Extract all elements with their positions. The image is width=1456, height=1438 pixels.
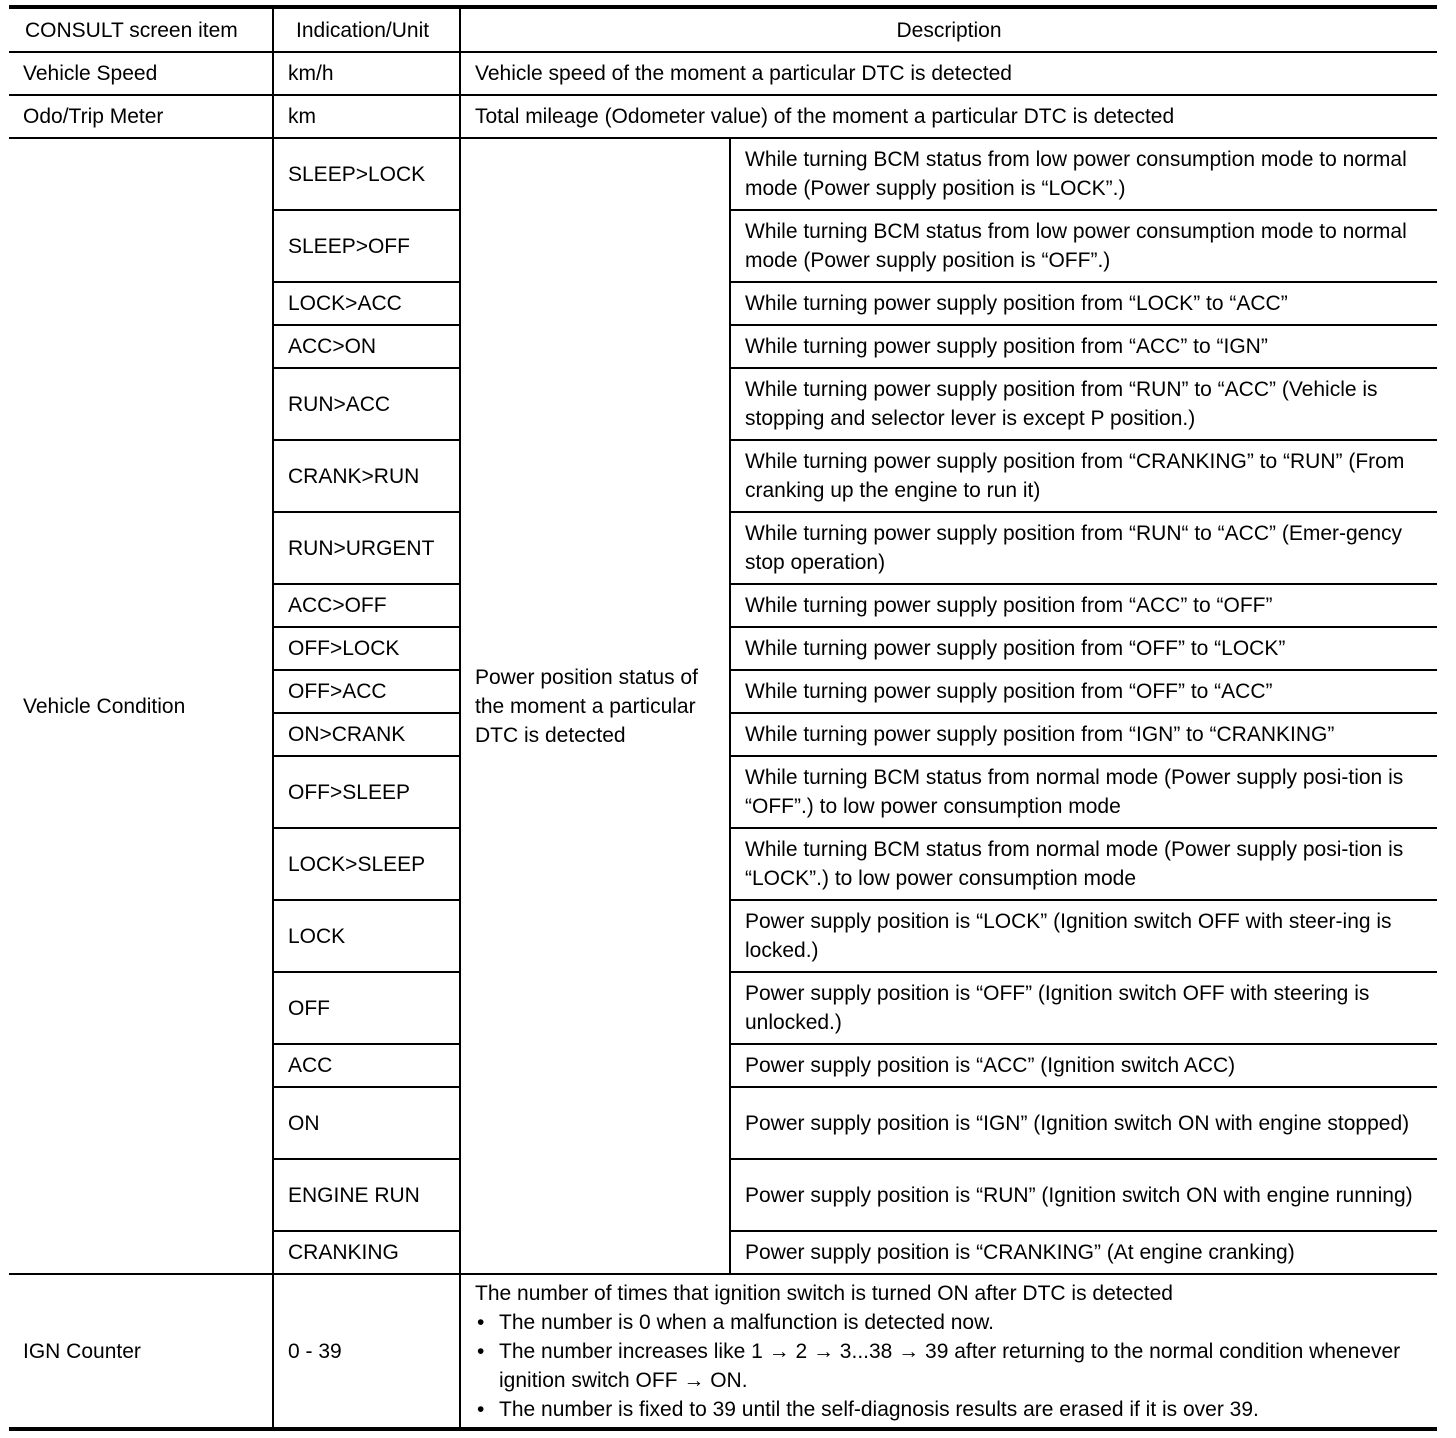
- unit-cell: OFF>LOCK: [273, 627, 460, 670]
- unit-cell: SLEEP>OFF: [273, 210, 460, 282]
- vehicle-condition-item-cell: Vehicle Condition: [9, 138, 273, 1274]
- unit-cell: RUN>URGENT: [273, 512, 460, 584]
- table-row: [9, 1274, 1437, 1429]
- unit-cell: LOCK>ACC: [273, 282, 460, 325]
- list-item: • The number increases like 1 → 2 → 3...38 → 39 after returning to the normal condition whenever ignition switch OFF → ON.: [475, 1337, 1423, 1395]
- item-cell: IGN Counter: [9, 1274, 273, 1429]
- description-cell: Power supply position is “ACC” (Ignition switch ACC): [730, 1044, 1437, 1087]
- unit-cell: km: [273, 95, 460, 138]
- ign-counter-description: [460, 1274, 1437, 1429]
- description-cell: While turning power supply position from “CRANKING” to “RUN” (From cranking up the engine to run it): [730, 440, 1437, 512]
- table-row: [9, 95, 1437, 138]
- description-cell: While turning power supply position from “OFF” to “ACC”: [730, 670, 1437, 713]
- unit-cell: CRANK>RUN: [273, 440, 460, 512]
- list-item: • The number is fixed to 39 until the self-diagnosis results are erased if it is over 39.: [475, 1395, 1423, 1424]
- item-cell: Vehicle Speed: [9, 52, 273, 95]
- description-cell: While turning power supply position from “OFF” to “LOCK”: [730, 627, 1437, 670]
- description-cell: Power supply position is “LOCK” (Ignition switch OFF with steer-ing is locked.): [730, 900, 1437, 972]
- header-description: Description: [460, 7, 1437, 52]
- description-cell: While turning BCM status from low power consumption mode to normal mode (Power supply position is “OFF”.): [730, 210, 1437, 282]
- vehicle-condition-common-description: Power position status of the moment a particular DTC is detected: [460, 138, 730, 1274]
- unit-cell: ACC: [273, 1044, 460, 1087]
- unit-cell: OFF>ACC: [273, 670, 460, 713]
- unit-cell: OFF>SLEEP: [273, 756, 460, 828]
- description-cell: Total mileage (Odometer value) of the moment a particular DTC is detected: [460, 95, 1437, 138]
- unit-cell: CRANKING: [273, 1231, 460, 1274]
- unit-cell: ACC>ON: [273, 325, 460, 368]
- description-cell: While turning power supply position from “LOCK” to “ACC”: [730, 282, 1437, 325]
- description-cell: Power supply position is “CRANKING” (At engine cranking): [730, 1231, 1437, 1274]
- description-cell: While turning BCM status from low power consumption mode to normal mode (Power supply position is “LOCK”.): [730, 138, 1437, 210]
- unit-cell: SLEEP>LOCK: [273, 138, 460, 210]
- description-cell: Power supply position is “IGN” (Ignition switch ON with engine stopped): [730, 1087, 1437, 1159]
- ign-counter-bullets: [475, 1308, 1423, 1424]
- description-cell: While turning BCM status from normal mode (Power supply posi-tion is “OFF”.) to low power consumption mode: [730, 756, 1437, 828]
- description-cell: Power supply position is “OFF” (Ignition switch OFF with steering is unlocked.): [730, 972, 1437, 1044]
- description-cell: Vehicle speed of the moment a particular DTC is detected: [460, 52, 1437, 95]
- description-cell: Power supply position is “RUN” (Ignition switch ON with engine running): [730, 1159, 1437, 1231]
- ign-counter-intro: The number of times that ignition switch is turned ON after DTC is detected: [475, 1281, 1173, 1305]
- unit-cell: LOCK: [273, 900, 460, 972]
- unit-cell: ON: [273, 1087, 460, 1159]
- list-item: • The number is 0 when a malfunction is detected now.: [475, 1308, 1423, 1337]
- consult-data-table: [9, 5, 1437, 1431]
- table-row: [9, 138, 1437, 210]
- description-cell: While turning power supply position from “RUN“ to “ACC” (Emer-gency stop operation): [730, 512, 1437, 584]
- description-cell: While turning power supply position from “ACC” to “IGN”: [730, 325, 1437, 368]
- unit-cell: 0 - 39: [273, 1274, 460, 1429]
- table-header-row: [9, 7, 1437, 52]
- unit-cell: ACC>OFF: [273, 584, 460, 627]
- unit-cell: RUN>ACC: [273, 368, 460, 440]
- description-cell: While turning power supply position from “IGN” to “CRANKING”: [730, 713, 1437, 756]
- unit-cell: ON>CRANK: [273, 713, 460, 756]
- unit-cell: km/h: [273, 52, 460, 95]
- unit-cell: ENGINE RUN: [273, 1159, 460, 1231]
- unit-cell: LOCK>SLEEP: [273, 828, 460, 900]
- table-row: [9, 52, 1437, 95]
- description-cell: While turning power supply position from “ACC” to “OFF”: [730, 584, 1437, 627]
- unit-cell: OFF: [273, 972, 460, 1044]
- description-cell: While turning BCM status from normal mode (Power supply posi-tion is “LOCK”.) to low power consumption mode: [730, 828, 1437, 900]
- description-cell: While turning power supply position from “RUN” to “ACC” (Vehicle is stopping and selector lever is except P position.): [730, 368, 1437, 440]
- header-unit: Indication/Unit: [273, 7, 460, 52]
- item-cell: Odo/Trip Meter: [9, 95, 273, 138]
- header-item: CONSULT screen item: [9, 7, 273, 52]
